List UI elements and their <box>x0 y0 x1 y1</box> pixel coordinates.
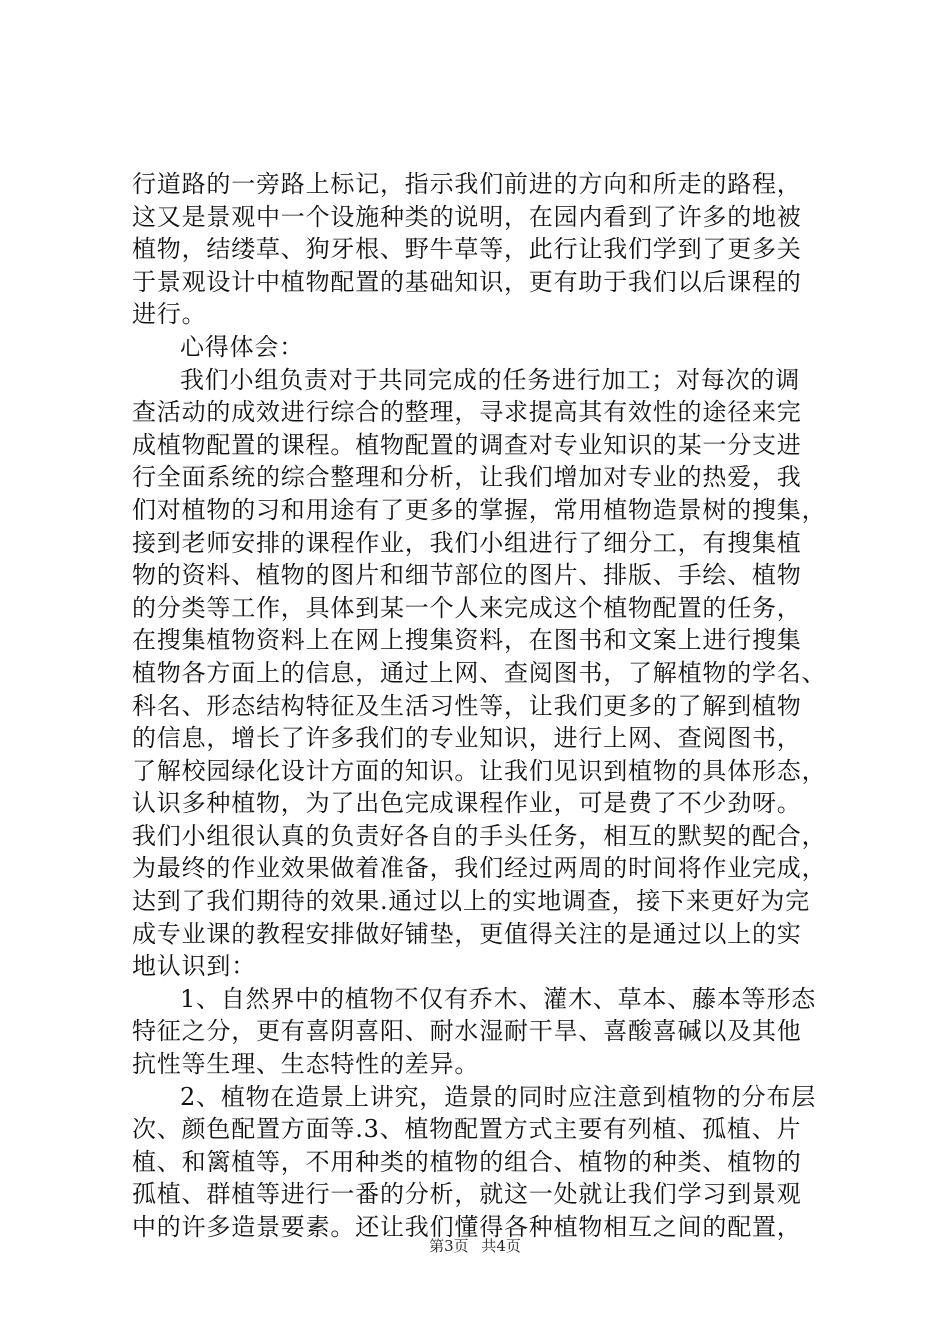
text-line: 地认识到： <box>132 952 256 981</box>
text-line: 抗性等生理、生态特性的差异。 <box>132 1050 480 1079</box>
text-line: 了解校园绿化设计方面的知识。让我们见识到植物的具体形态， <box>132 756 827 785</box>
text-line: 次、颜色配置方面等.3、植物配置方式主要有列植、孤植、片 <box>132 1115 802 1144</box>
text-line: 科名、形态结构特征及生活习性等，让我们更多的了解到植物 <box>132 691 802 720</box>
page-number: 第3页 <box>429 1237 469 1255</box>
text-line: 这又是景观中一个设施种类的说明，在园内看到了许多的地被 <box>132 202 802 231</box>
list-item-line: 1、自然界中的植物不仅有乔木、灌木、草本、藤本等形态 <box>180 984 817 1013</box>
text-line: 孤植、群植等进行一番的分析，就这一处就让我们学习到景观 <box>132 1180 802 1209</box>
text-line: 物的资料、植物的图片和细节部位的图片、排版、手绘、植物 <box>132 561 802 590</box>
text-line: 的分类等工作，具体到某一个人来完成这个植物配置的任务， <box>132 593 802 622</box>
text-line: 行全面系统的综合整理和分析，让我们增加对专业的热爱，我 <box>132 463 802 492</box>
text-line: 行道路的一旁路上标记，指示我们前进的方向和所走的路程， <box>132 170 802 198</box>
list-item-line: 2、植物在造景上讲究，造景的同时应注意到植物的分布层 <box>180 1082 817 1111</box>
text-line: 的信息，增长了许多我们的专业知识，进行上网、查阅图书， <box>132 724 802 753</box>
page-footer <box>0 1236 950 1256</box>
text-line: 进行。 <box>132 300 207 329</box>
text-line: 成植物配置的课程。植物配置的调查对专业知识的某一分支进 <box>132 430 802 459</box>
text-line: 们对植物的习和用途有了更多的掌握，常用植物造景树的搜集， <box>132 495 827 524</box>
text-line: 植、和篱植等，不用种类的植物的组合、植物的种类、植物的 <box>132 1147 802 1176</box>
text-line: 成专业课的教程安排做好铺垫，更值得关注的是通过以上的实 <box>132 919 802 948</box>
text-line: 我们小组很认真的负责好各自的手头任务，相互的默契的配合， <box>132 821 827 850</box>
page-total: 共4页 <box>481 1237 521 1255</box>
text-line: 认识多种植物，为了出色完成课程作业，可是费了不少劲呀。 <box>132 789 802 818</box>
section-heading: 心得体会： <box>180 332 304 361</box>
text-line: 植物，结缕草、狗牙根、野牛草等，此行让我们学到了更多关 <box>132 235 802 264</box>
text-line: 为最终的作业效果做着准备，我们经过两周的时间将作业完成， <box>132 854 827 883</box>
text-line: 接到老师安排的课程作业，我们小组进行了细分工，有搜集植 <box>132 528 802 557</box>
text-line: 我们小组负责对于共同完成的任务进行加工；对每次的调 <box>180 365 800 394</box>
text-line: 查活动的成效进行综合的整理，寻求提高其有效性的途径来完 <box>132 398 802 427</box>
document-body <box>132 168 832 1244</box>
text-line: 植物各方面上的信息，通过上网、查阅图书，了解植物的学名、 <box>132 658 827 687</box>
text-line: 在搜集植物资料上在网上搜集资料，在图书和文案上进行搜集 <box>132 626 802 655</box>
text-line: 于景观设计中植物配置的基础知识，更有助于我们以后课程的 <box>132 267 802 296</box>
text-line: 中的许多造景要素。还让我们懂得各种植物相互之间的配置， <box>132 1213 802 1241</box>
text-line: 达到了我们期待的效果.通过以上的实地调查，接下来更好为完 <box>132 887 811 916</box>
text-line: 特征之分，更有喜阴喜阳、耐水湿耐干旱、喜酸喜碱以及其他 <box>132 1017 802 1046</box>
